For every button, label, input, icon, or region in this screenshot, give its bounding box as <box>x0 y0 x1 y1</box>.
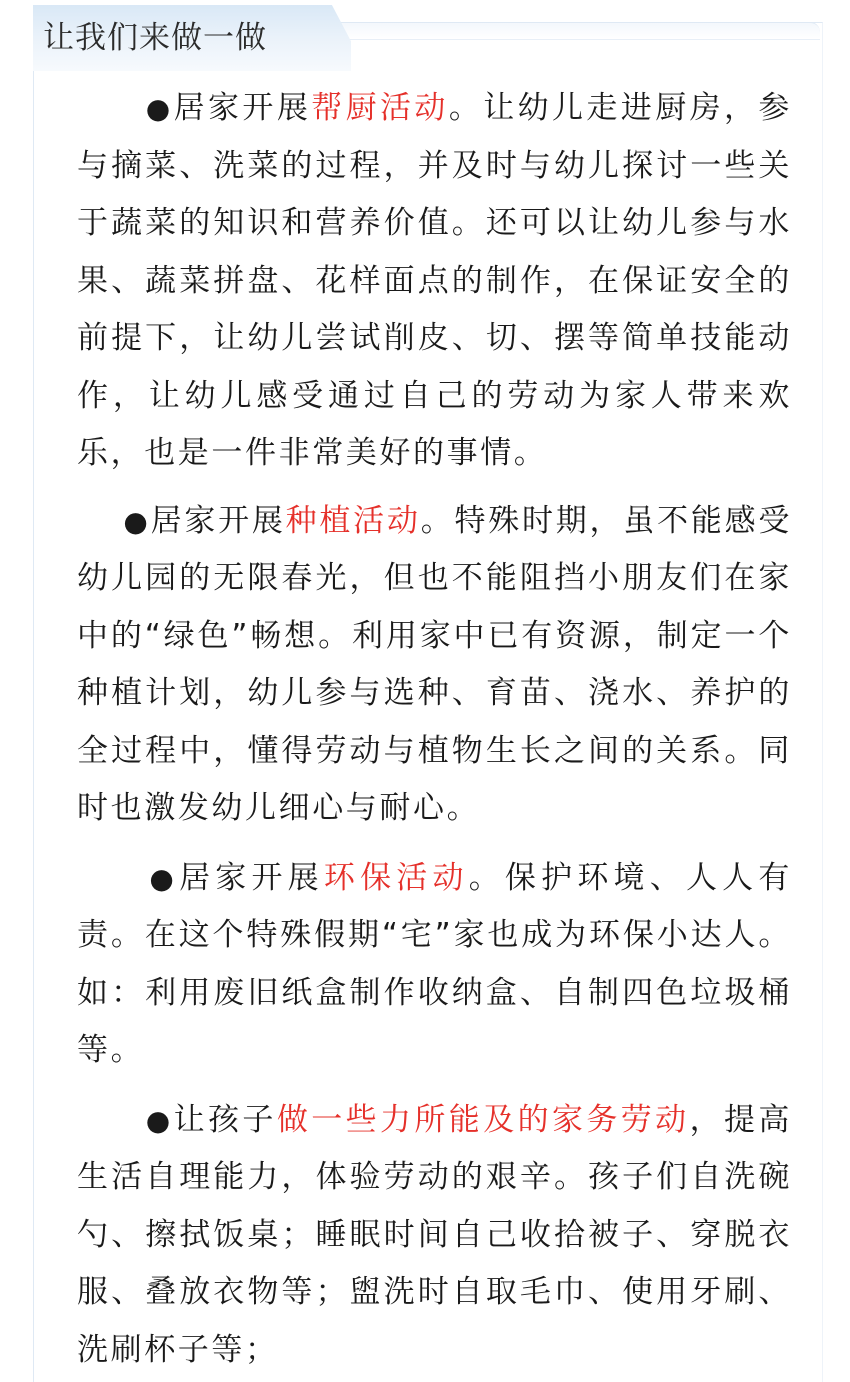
section-title: 让我们来做一做 <box>43 20 267 56</box>
bullet-icon: ● <box>123 504 151 538</box>
highlight-housework: 做一些力所能及的家务劳动 <box>276 1101 690 1138</box>
paragraph-body: 。让幼儿走进厨房，参与摘菜、洗菜的过程，并及时与幼儿探讨一些关于蔬菜的知识和营养价值。还可以让幼儿参与水果、蔬菜拼盘、花样面点的制作，在保证安全的前提下，让幼儿尝试削皮、切、摆等简单技能动作，让幼儿感受通过自己的劳动为家人带来欢乐，也是一件非常美好的事情。 <box>77 90 792 471</box>
highlight-planting-activity: 种植活动 <box>285 502 421 539</box>
paragraph-housework <box>77 1092 792 1380</box>
highlight-eco-activity: 环保活动 <box>323 859 469 896</box>
paragraph-lead: 让孩子 <box>173 1101 277 1138</box>
paragraph-indent <box>77 1102 146 1138</box>
paragraph-indent <box>77 503 123 539</box>
bullet-icon: ● <box>145 92 174 125</box>
paragraph-eco-activity <box>77 850 792 1080</box>
highlight-kitchen-activity: 帮厨活动 <box>311 90 449 126</box>
paragraph-body: 。保护环境、人人有责。在这个特殊假期“宅”家也成为环保小达人。如：利用废旧纸盒制作收纳盒、自制四色垃圾桶等。 <box>77 859 792 1068</box>
paragraph-lead: 居家开展 <box>173 90 312 126</box>
paragraph-body: 。特殊时期，虽不能感受幼儿园的无限春光，但也不能阻挡小朋友们在家中的“绿色”畅想。利用家中已有资源，制定一个种植计划，幼儿参与选种、育苗、浇水、养护的全过程中，懂得劳动与植物生长之间的关系。同时也激发幼儿细心与耐心。 <box>77 502 792 826</box>
bullet-icon: ● <box>149 861 180 895</box>
paragraph-indent <box>77 90 146 126</box>
paragraph-indent <box>77 860 149 896</box>
paragraph-lead: 居家开展 <box>150 502 286 539</box>
paragraph-kitchen-activity <box>77 80 792 483</box>
article-body <box>77 80 792 1379</box>
bullet-icon: ● <box>145 1103 174 1137</box>
paragraph-planting-activity <box>77 493 792 838</box>
header-rule <box>300 22 820 40</box>
paragraph-body: ，提高生活自理能力，体验劳动的艰辛。孩子们自洗碗勺、擦拭饭桌；睡眠时间自己收拾被子、穿脱衣服、叠放衣物等；盥洗时自取毛巾、使用牙刷、洗刷杯子等； <box>77 1101 792 1368</box>
paragraph-lead: 居家开展 <box>179 859 324 896</box>
